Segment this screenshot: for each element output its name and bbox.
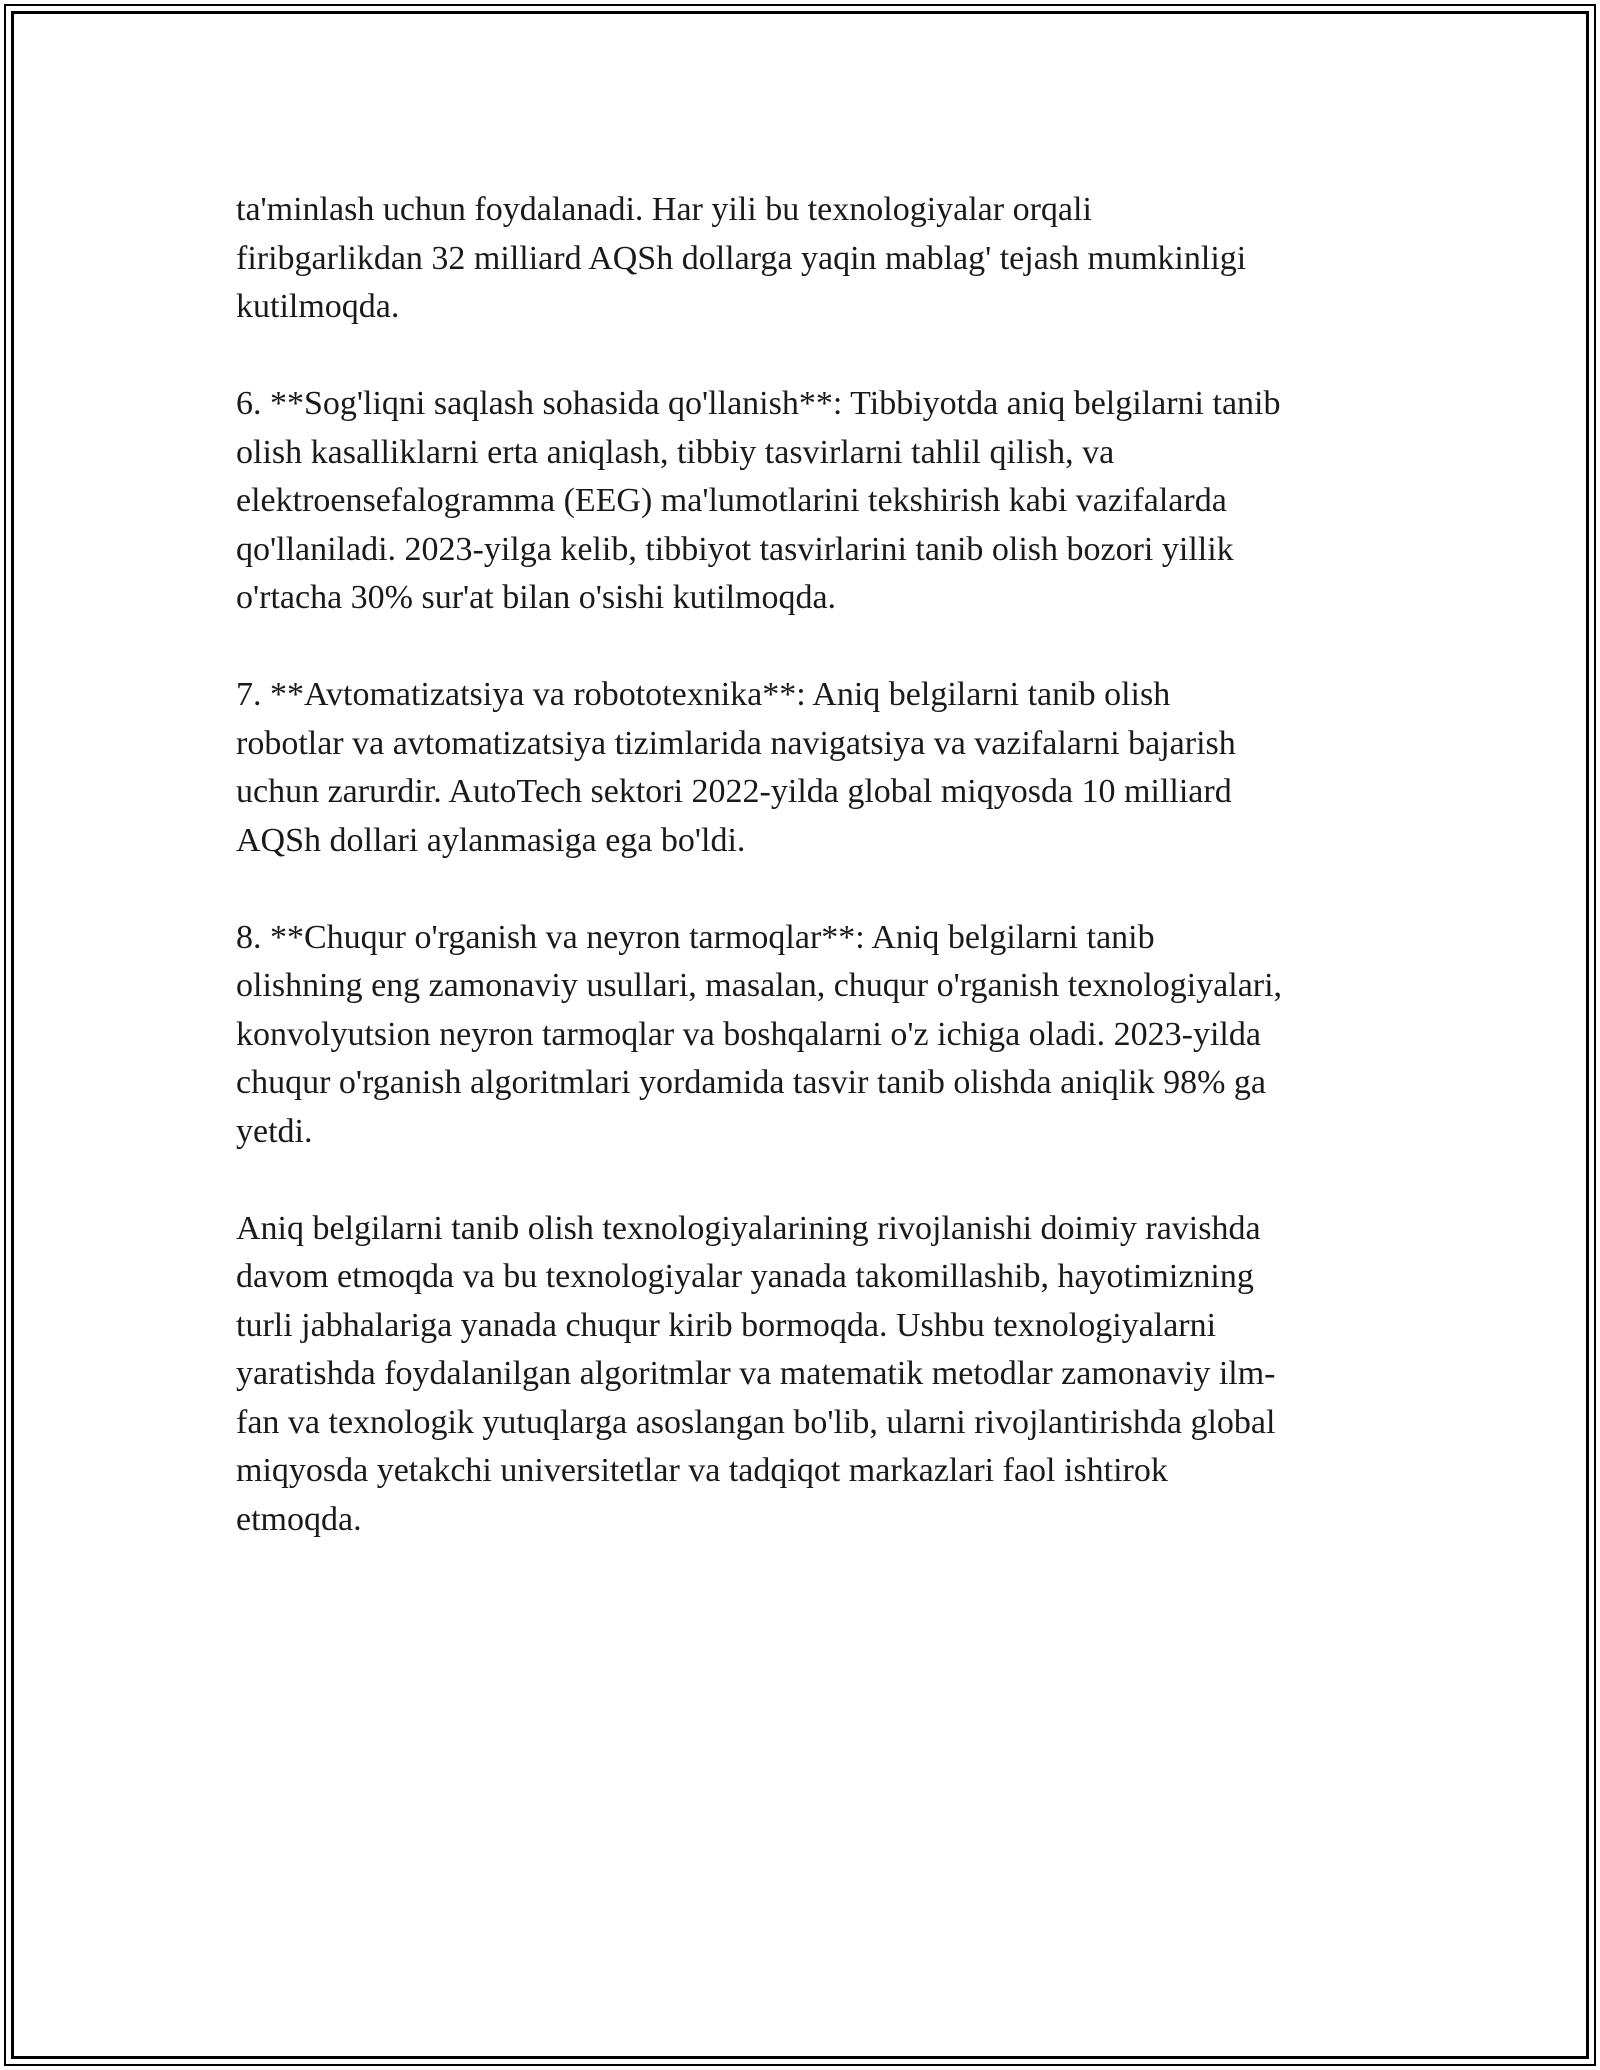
paragraph-fraud-savings: ta'minlash uchun foydalanadi. Har yili bu texnologiyalar orqali firibgarlikdan 32 milliard AQSh dollarga yaqin mablag' tejash mumkinligi kutilmoqda. [236, 191, 1247, 325]
paragraph-automation-robotics: 7. **Avtomatizatsiya va robototexnika**: Aniq belgilarni tanib olish robotlar va avtomatizatsiya tizimlarida navigatsiya va vazifalarni bajarish uchun zarurdir. AutoTech sektori 2022-yilda global miqyosda 10 milliard AQSh dollari aylanmasiga ega bo'ldi. [236, 676, 1236, 859]
document-body [236, 186, 1371, 1593]
paragraph-deep-learning: 8. **Chuqur o'rganish va neyron tarmoqlar**: Aniq belgilarni tanib olishning eng zamonaviy usullari, masalan, chuqur o'rganish texnologiyalari, konvolyutsion neyron tarmoqlar va boshqalarni o'z ichiga oladi. 2023-yilda chuqur o'rganish algoritmlari yordamida tasvir tanib olishda aniqlik 98% ga yetdi. [236, 918, 1283, 1150]
paragraph-healthcare: 6. **Sog'liqni saqlash sohasida qo'llanish**: Tibbiyotda aniq belgilarni tanib olish kasalliklarni erta aniqlash, tibbiy tasvirlarni tahlil qilish, va elektroensefalogramma (EEG) ma'lumotlarini tekshirish kabi vazifalarda qo'llaniladi. 2023-yilga kelib, tibbiyot tasvirlarini tanib olish bozori yillik o'rtacha 30% sur'at bilan o'sishi kutilmoqda. [236, 385, 1281, 616]
paragraph-conclusion: Aniq belgilarni tanib olish texnologiyalarining rivojlanishi doimiy ravishda davom etmoqda va bu texnologiyalar yanada takomillashib, hayotimizning turli jabhalariga yanada chuqur kirib bormoqda. Ushbu texnologiyalarni yaratishda foydalanilgan algoritmlar va matematik metodlar zamonaviy ilm- fan va texnologik yutuqlarga asoslangan bo'lib, ularni rivojlantirishda global miqyosda yetakchi universitetlar va tadqiqot markazlari faol ishtirok etmoqda. [236, 1209, 1276, 1538]
